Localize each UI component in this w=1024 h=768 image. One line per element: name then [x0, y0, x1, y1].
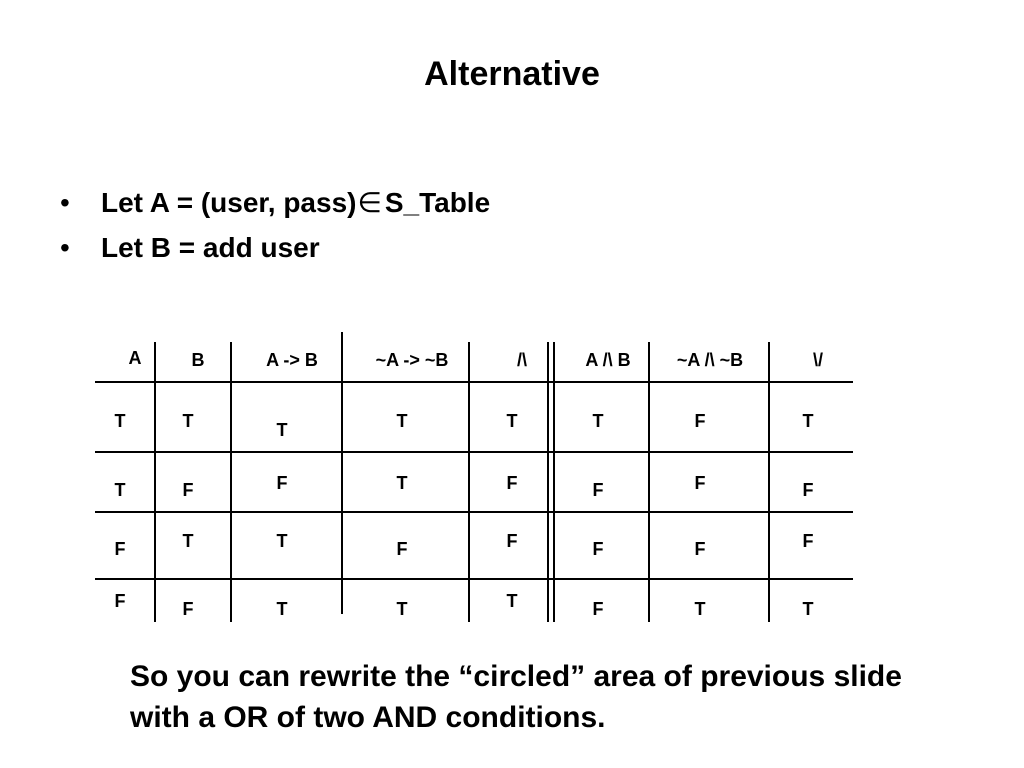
- table-cell: F: [114, 539, 126, 559]
- table-cell: T: [506, 411, 518, 431]
- table-cell: F: [592, 599, 604, 619]
- table-cell: F: [592, 480, 604, 500]
- table-cell: T: [276, 420, 288, 440]
- table-cell: T: [396, 599, 408, 619]
- footer-note: So you can rewrite the “circled” area of previous slide with a OR of two AND conditions.: [130, 660, 902, 734]
- table-cell: T: [396, 473, 408, 493]
- table-cell: F: [694, 411, 706, 431]
- table-header-cell: ~A -> ~B: [375, 350, 449, 370]
- table-row-divider: [95, 511, 853, 513]
- table-header-cell: A /\ B: [585, 350, 631, 370]
- table-cell: T: [182, 411, 194, 431]
- bullet-marker: •: [60, 232, 70, 263]
- table-column-divider: [154, 342, 156, 622]
- element-of-symbol: ∈: [357, 187, 382, 218]
- table-column-divider: [547, 342, 549, 622]
- table-header-cell: B: [191, 350, 205, 370]
- bullet-text-suffix: S_Table: [384, 187, 491, 218]
- table-column-divider: [468, 342, 470, 622]
- table-cell: T: [694, 599, 706, 619]
- table-cell: T: [276, 599, 288, 619]
- table-column-divider: [553, 342, 555, 622]
- table-cell: F: [182, 480, 194, 500]
- table-header-cell: /\: [516, 350, 528, 370]
- table-cell: F: [592, 539, 604, 559]
- table-cell: F: [182, 599, 194, 619]
- table-cell: T: [396, 411, 408, 431]
- table-cell: T: [114, 480, 126, 500]
- table-row-divider: [95, 451, 853, 453]
- bullet-text: Let B = add user: [101, 232, 320, 263]
- table-cell: T: [802, 599, 814, 619]
- table-row-divider: [95, 578, 853, 580]
- table-cell: F: [694, 539, 706, 559]
- table-column-divider: [768, 342, 770, 622]
- table-cell: F: [506, 473, 518, 493]
- table-column-divider: [341, 332, 343, 614]
- table-cell: F: [114, 591, 126, 611]
- bullet-marker: •: [60, 187, 70, 218]
- table-column-divider: [230, 342, 232, 622]
- table-header-cell: A -> B: [266, 350, 318, 370]
- table-cell: F: [802, 480, 814, 500]
- table-cell: T: [114, 411, 126, 431]
- table-header-cell: ~A /\ ~B: [676, 350, 744, 370]
- table-header-cell: A: [128, 348, 142, 368]
- table-cell: F: [276, 473, 288, 493]
- table-row-divider: [95, 381, 853, 383]
- table-cell: F: [694, 473, 706, 493]
- table-cell: T: [592, 411, 604, 431]
- table-cell: T: [506, 591, 518, 611]
- slide-title: Alternative: [424, 55, 600, 93]
- table-header-cell: \/: [812, 350, 824, 370]
- table-cell: F: [506, 531, 518, 551]
- table-column-divider: [648, 342, 650, 622]
- table-cell: T: [276, 531, 288, 551]
- table-cell: F: [396, 539, 408, 559]
- table-cell: T: [802, 411, 814, 431]
- table-cell: T: [182, 531, 194, 551]
- bullet-text: Let A = (user, pass): [101, 187, 357, 218]
- table-cell: F: [802, 531, 814, 551]
